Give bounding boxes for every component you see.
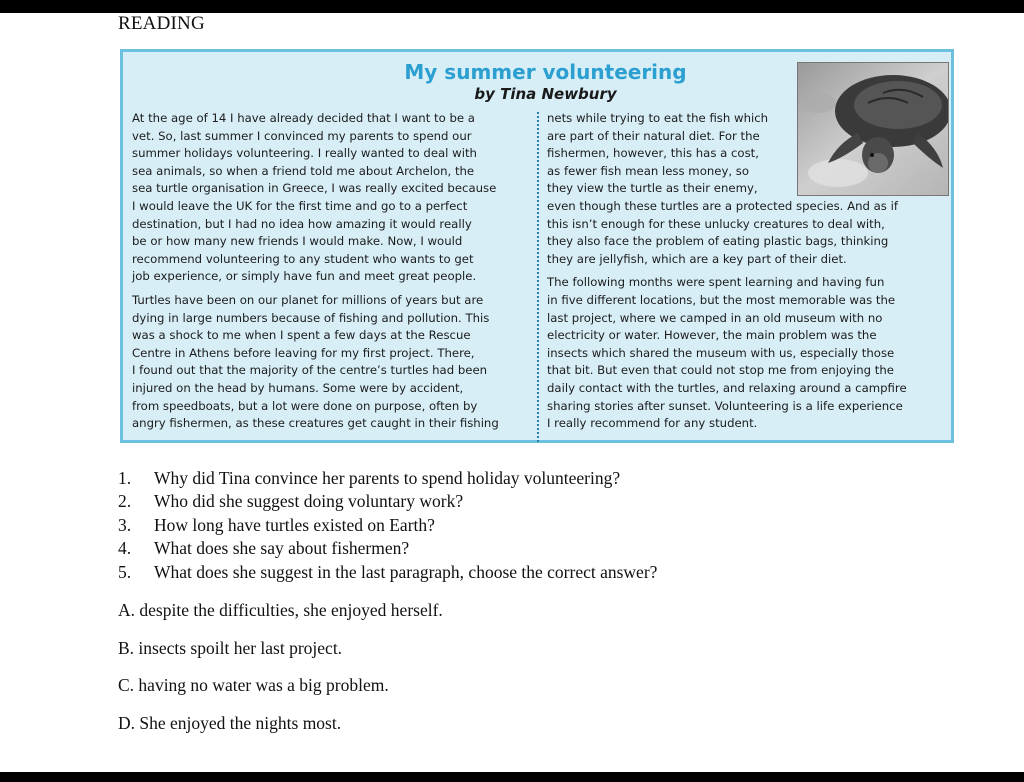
text-line: they view the turtle as their enemy, [547,181,758,196]
text-line: that bit. But even that could not stop me from enjoying the [547,363,894,378]
text-line: sea turtle organisation in Greece, I was really excited because [132,181,497,196]
question-text: Why did Tina convince her parents to spend holiday volunteering? [154,468,621,488]
text-line: vet. So, last summer I convinced my parents to spend our [132,128,472,143]
answer-option-d: D. She enjoyed the nights most. [118,712,342,733]
question-text: What does she say about fishermen? [154,538,410,559]
answer-option-c: C. having no water was a big problem. [118,675,389,695]
text-line: The following months were spent learning and having fun [547,275,885,290]
section-heading: READING [118,13,205,34]
question-item [118,538,657,561]
text-line: from speedboats, but a lot were done on purpose, often by [132,398,478,413]
text-line: be or how many new friends I would make. Now, I would [132,234,463,249]
text-line: this isn’t enough for these unlucky creatures to deal with, [547,216,885,231]
question-number: 4. [118,538,132,559]
text-line: Turtles have been on our planet for millions of years but are [132,292,484,307]
text-line: I would leave the UK for the first time and go to a perfect [132,198,468,213]
article-box [120,49,954,443]
answer-option-a: A. despite the difficulties, she enjoyed herself. [118,600,443,620]
text-line: I found out that the majority of the centre’s turtles had been [132,363,488,378]
text-line: Centre in Athens before leaving for my first project. There, [132,345,475,360]
text-line: summer holidays volunteering. I really wanted to deal with [132,146,477,161]
question-number: 2. [118,491,132,512]
text-line: in five different locations, but the most memorable was the [547,292,896,307]
text-line: as fewer fish mean less money, so [547,163,750,178]
question-item [118,468,657,491]
article-title: My summer volunteering [404,60,687,84]
article-left-column [132,110,532,433]
text-line: nets while trying to eat the fish which [547,111,769,125]
article-byline: by Tina Newbury [474,85,617,103]
text-line: sea animals, so when a friend told me about Archelon, the [132,163,475,178]
answer-option-b: B. insects spoilt her last project. [118,637,343,658]
question-list [118,468,657,585]
text-line: was a shock to me when I spent a few days at the Rescue [132,328,471,343]
text-line: sharing stories after sunset. Volunteering is a life experience [547,398,903,413]
text-line: At the age of 14 I have already decided that I want to be a [132,111,475,125]
worksheet-page [0,13,1024,772]
text-line: even though these turtles are a protected species. And as if [547,198,898,213]
text-line: electricity or water. However, the main problem was the [547,328,877,343]
text-line: are part of their natural diet. For the [547,128,760,143]
text-line: dying in large numbers because of fishing and pollution. This [132,310,490,325]
text-line: insects which shared the museum with us, especially those [547,345,895,360]
text-line: injured on the head by humans. Some were by accident, [132,380,464,395]
article-right-column [547,110,947,433]
text-line: they are jellyfish, which are a key part of their diet. [547,251,847,266]
question-number: 5. [118,561,132,582]
text-line: angry fishermen, as these creatures get caught in their fishing [132,416,499,431]
text-line: daily contact with the turtles, and relaxing around a campfire [547,380,907,395]
question-text: What does she suggest in the last paragraph, choose the correct answer? [154,561,658,582]
question-item [118,491,657,514]
question-number: 3. [118,514,132,535]
column-divider [537,112,539,442]
text-line: recommend volunteering to any student who wants to get [132,251,474,266]
text-line: job experience, or simply have fun and meet great people. [132,269,477,284]
text-line: fishermen, however, this has a cost, [547,146,759,161]
question-number: 1. [118,468,132,488]
question-item [118,562,657,585]
text-line: they also face the problem of eating plastic bags, thinking [547,234,889,249]
question-text: Who did she suggest doing voluntary work? [154,491,464,512]
answer-options [118,600,443,750]
text-line: last project, where we camped in an old museum with no [547,310,883,325]
question-item [118,515,657,538]
text-line: I really recommend for any student. [547,416,758,431]
question-text: How long have turtles existed on Earth? [154,514,435,535]
text-line: destination, but I had no idea how amazing it would really [132,216,472,231]
